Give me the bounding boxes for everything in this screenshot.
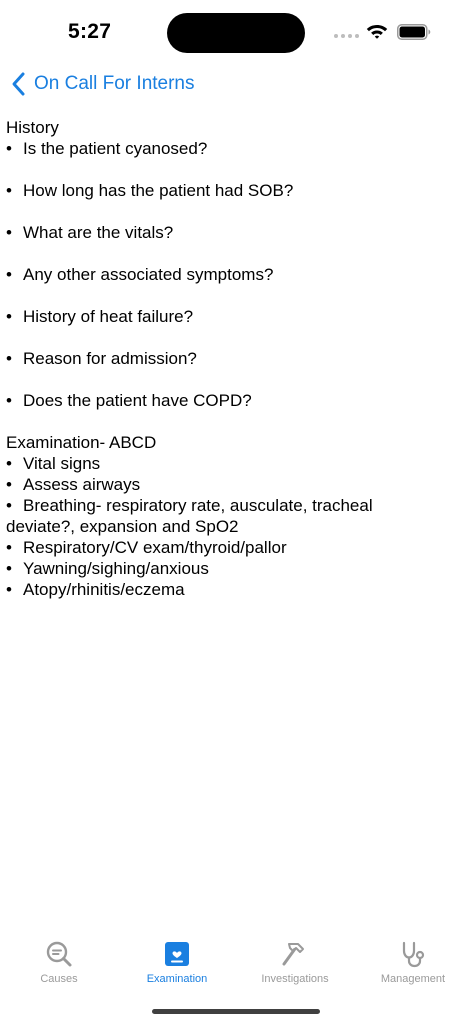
list-item: • Breathing- respiratory rate, ausculate, tracheal deviate?, expansion and SpO2 <box>6 496 373 536</box>
list-item: • Is the patient cyanosed? <box>6 139 208 158</box>
bullet: • <box>6 538 12 557</box>
bullet: • <box>6 559 12 578</box>
list-item: • Any other associated symptoms? <box>6 265 274 284</box>
bullet: • <box>6 391 12 410</box>
tab-causes[interactable] <box>0 935 118 995</box>
bullet: • <box>6 181 12 200</box>
bullet: • <box>6 265 12 284</box>
history-heading: History <box>6 118 59 137</box>
examination-list <box>6 453 446 600</box>
tab-examination[interactable] <box>118 935 236 995</box>
status-time: 5:27 <box>68 20 112 43</box>
bullet: • <box>6 139 12 158</box>
tab-label: Investigations <box>261 973 329 985</box>
bullet: • <box>6 307 12 326</box>
list-item: • What are the vitals? <box>6 223 174 242</box>
dynamic-island <box>167 13 305 53</box>
bullet: • <box>6 475 12 494</box>
bullet: • <box>6 223 12 242</box>
list-item: • Does the patient have COPD? <box>6 391 252 410</box>
stethoscope-icon <box>398 939 428 969</box>
examination-heading: Examination- ABCD <box>6 433 157 452</box>
cellular-signal-icon <box>334 34 359 38</box>
chevron-left-icon <box>10 71 26 97</box>
tab-bar <box>0 935 472 995</box>
tab-management[interactable] <box>354 935 472 995</box>
tab-investigations[interactable] <box>236 935 354 995</box>
clipboard-heart-icon <box>162 939 192 969</box>
list-item: • Reason for admission? <box>6 349 197 368</box>
magnifier-icon <box>44 939 74 969</box>
hammer-icon <box>280 939 310 969</box>
tab-label: Examination <box>146 973 208 985</box>
list-item: • Yawning/sighing/anxious <box>6 559 209 578</box>
history-list <box>6 138 446 411</box>
bullet: • <box>6 349 12 368</box>
status-bar <box>0 0 472 60</box>
back-button[interactable] <box>10 68 195 100</box>
list-item: • Atopy/rhinitis/eczema <box>6 580 185 599</box>
tab-label: Management <box>380 973 446 985</box>
bullet: • <box>6 454 12 473</box>
home-indicator <box>152 1009 320 1014</box>
list-item: • Respiratory/CV exam/thyroid/pallor <box>6 538 287 557</box>
back-button-label: On Call For Interns <box>34 73 195 94</box>
battery-icon <box>397 24 431 40</box>
wifi-icon <box>366 22 388 40</box>
list-item: • Assess airways <box>6 475 141 494</box>
content-body <box>6 117 446 600</box>
list-item: • Vital signs <box>6 454 101 473</box>
bullet: • <box>6 580 12 599</box>
bullet: • <box>6 496 12 515</box>
tab-label: Causes <box>40 973 78 985</box>
list-item: • How long has the patient had SOB? <box>6 181 294 200</box>
list-item: • History of heat failure? <box>6 307 194 326</box>
